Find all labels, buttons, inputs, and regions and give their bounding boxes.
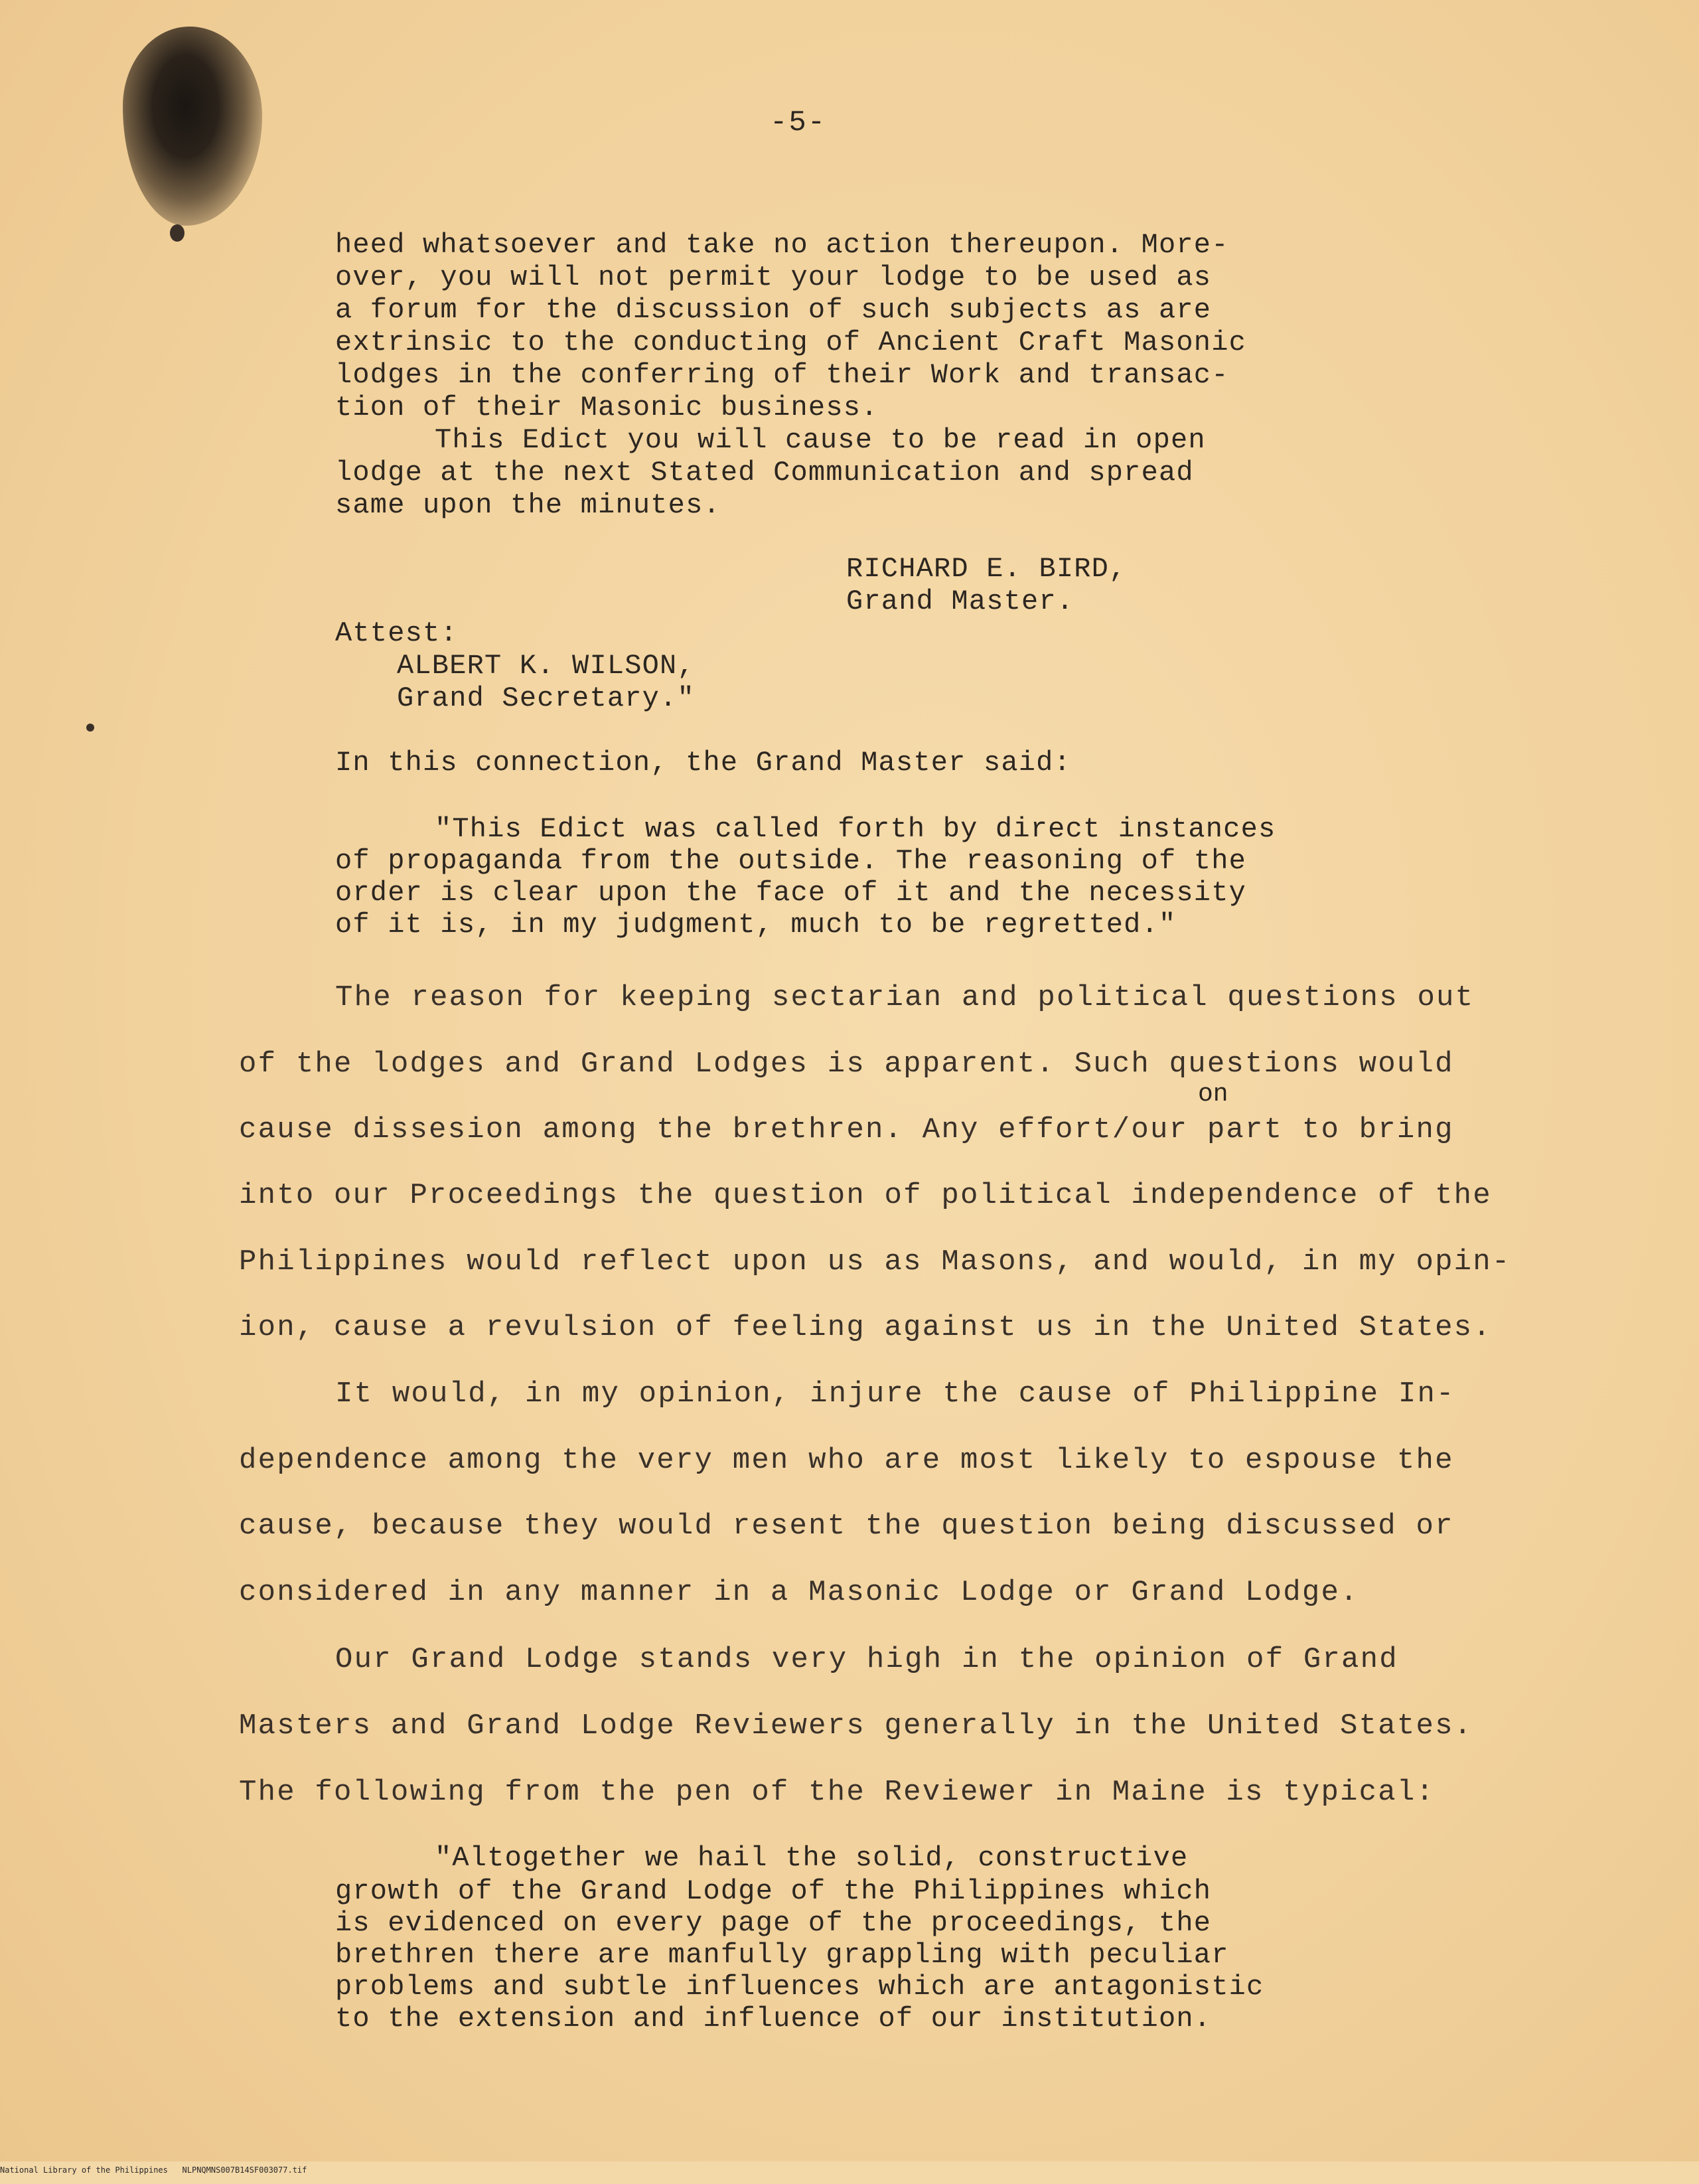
body-line: It would, in my opinion, injure the cause of Philippine In- <box>335 1377 1455 1411</box>
text-line: This Edict you will cause to be read in open <box>435 424 1206 456</box>
text-line: lodge at the next Stated Communication and spread <box>335 457 1194 489</box>
scan-footer: National Library of the Philippines NLPNQMNS007B14SF003077.tif <box>0 2165 307 2175</box>
attest-label: Attest: <box>335 617 458 649</box>
attest-name: ALBERT K. WILSON, <box>397 650 695 682</box>
quote-line: "This Edict was called forth by direct instances <box>435 813 1276 845</box>
ink-speck <box>170 224 185 242</box>
text-line: same upon the minutes. <box>335 489 721 521</box>
body-line: ion, cause a revulsion of feeling against us in the United States. <box>239 1311 1492 1344</box>
body-line: of the lodges and Grand Lodges is apparent. Such questions would <box>239 1048 1454 1081</box>
body-line: dependence among the very men who are most likely to espouse the <box>239 1444 1454 1477</box>
body-line: considered in any manner in a Masonic Lodge or Grand Lodge. <box>239 1576 1359 1609</box>
body-line: Masters and Grand Lodge Reviewers generally in the United States. <box>239 1709 1473 1743</box>
text-line: over, you will not permit your lodge to be used as <box>335 262 1212 293</box>
quote-line: of it is, in my judgment, much to be regretted." <box>335 909 1177 941</box>
quote-line: is evidenced on every page of the proceedings, the <box>335 1907 1212 1939</box>
body-line: The following from the pen of the Reviewer in Maine is typical: <box>239 1776 1436 1809</box>
text-line: lodges in the conferring of their Work and transac- <box>335 359 1229 391</box>
text-line: In this connection, the Grand Master said: <box>335 747 1071 779</box>
body-line: Our Grand Lodge stands very high in the opinion of Grand <box>335 1643 1398 1676</box>
quote-line: "Altogether we hail the solid, constructive <box>435 1842 1189 1874</box>
body-line: Philippines would reflect upon us as Masons, and would, in my opin- <box>239 1245 1511 1279</box>
signature-name: RICHARD E. BIRD, <box>846 553 1127 585</box>
handwritten-insertion: on <box>1198 1080 1228 1109</box>
text-line: a forum for the discussion of such subjects as are <box>335 294 1212 326</box>
quote-line: brethren there are manfully grappling with peculiar <box>335 1939 1229 1971</box>
quote-line: to the extension and influence of our institution. <box>335 2003 1212 2035</box>
quote-line: problems and subtle influences which are antagonistic <box>335 1971 1264 2003</box>
page-number: -5- <box>770 106 827 139</box>
ink-speck <box>86 724 94 732</box>
quote-line: growth of the Grand Lodge of the Philippines which <box>335 1875 1212 1907</box>
quote-line: of propaganda from the outside. The reasoning of the <box>335 845 1247 877</box>
text-line: extrinsic to the conducting of Ancient Craft Masonic <box>335 327 1247 358</box>
body-line: cause dissesion among the brethren. Any effort/our part to bring <box>239 1113 1454 1146</box>
ink-blot <box>123 27 262 226</box>
signature-title: Grand Master. <box>846 585 1074 617</box>
body-line: The reason for keeping sectarian and political questions out <box>335 981 1475 1014</box>
body-line: cause, because they would resent the question being discussed or <box>239 1510 1454 1543</box>
attest-title: Grand Secretary." <box>397 682 695 714</box>
text-line: tion of their Masonic business. <box>335 392 879 424</box>
quote-line: order is clear upon the face of it and the necessity <box>335 877 1247 909</box>
text-line: heed whatsoever and take no action thereupon. More- <box>335 229 1229 261</box>
body-line: into our Proceedings the question of political independence of the <box>239 1179 1492 1212</box>
